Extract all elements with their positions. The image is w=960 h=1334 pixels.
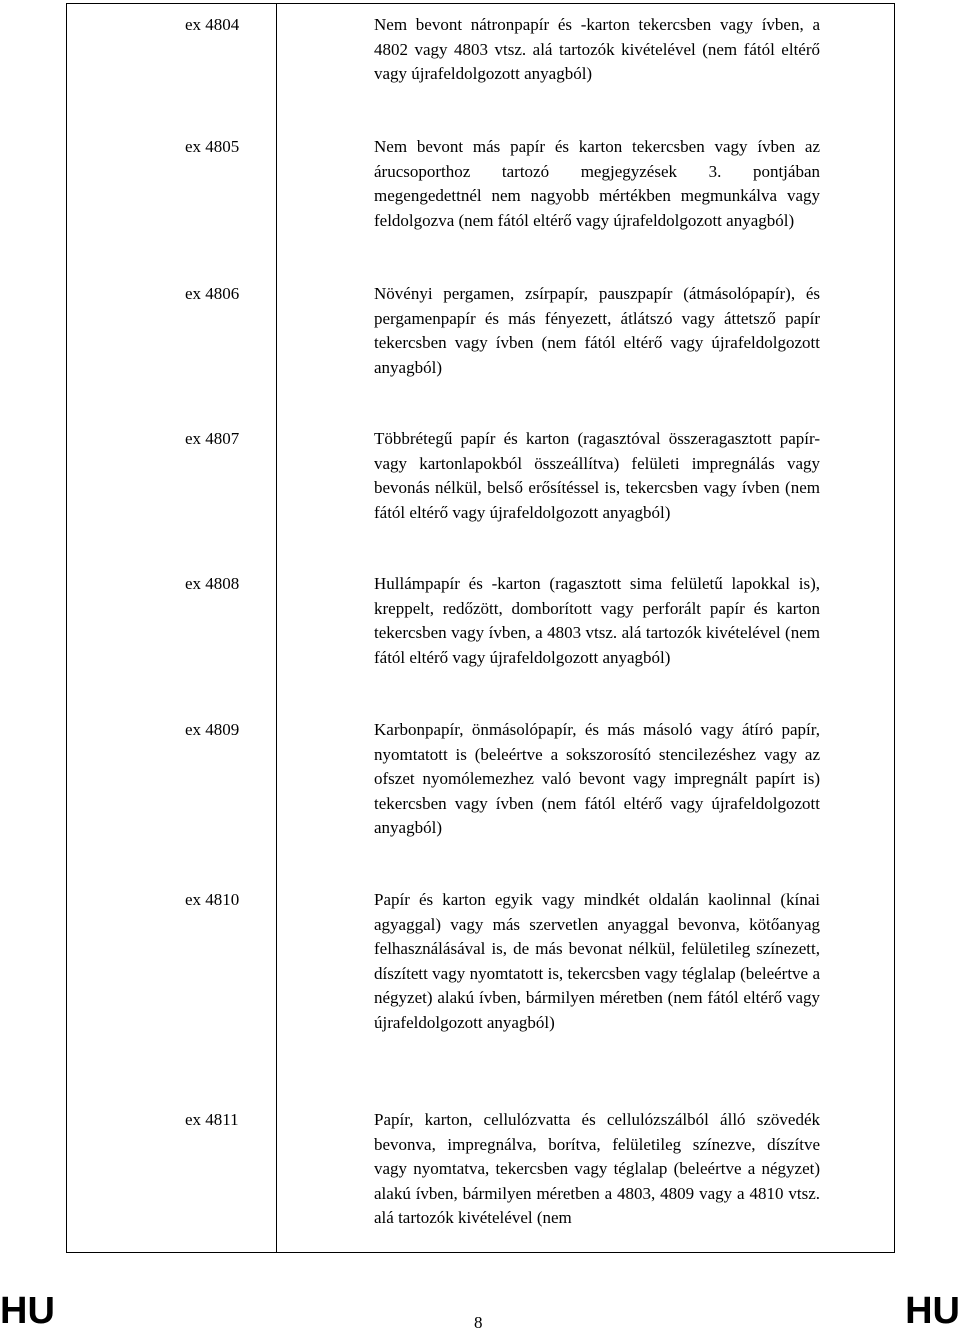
footer-country-code-right: HU (905, 1290, 960, 1332)
tariff-code: ex 4809 (185, 720, 240, 739)
footer-country-code-left: HU (0, 1290, 55, 1332)
page-number: 8 (474, 1313, 483, 1332)
tariff-code: ex 4804 (185, 15, 240, 34)
tariff-description: Papír és karton egyik vagy mindkét oldalán kaolinnal (kínai agyaggal) vagy más szervetlen anyaggal bevonva, kötőanyag felhasználásával is, de más bevonat nélkül, felületileg színezett, díszített vagy nyomtatott is, tekercsben vagy téglalap (beleértve a négyzet) alakú ívben, bármilyen méretben (nem fától eltérő vagy újrafeldolgozott anyagból) (374, 890, 820, 1032)
tariff-description: Többrétegű papír és karton (ragasztóval összeragasztott papír- vagy kartonlapokból összeállítva) felületi impregnálás vagy bevonás nélkül, belső erősítéssel is, tekercsben vagy ívben (nem fától eltérő vagy újrafeldolgozott anyagból) (374, 429, 820, 522)
tariff-description: Növényi pergamen, zsírpapír, pauszpapír (átmásolópapír), és pergamenpapír és más fényezett, átlátszó vagy áttetsző papír tekercsben vagy ívben (nem fától eltérő vagy újrafeldolgozott anyagból) (374, 284, 820, 377)
tariff-description: Papír, karton, cellulózvatta és cellulózszálból álló szövedék bevonva, impregnálva, borítva, felületileg színezve, díszítve vagy nyomtatva, tekercsben vagy téglalap (beleértve a négyzet) alakú ívben, bármilyen méretben a 4803, 4809 vagy a 4810 vtsz. alá tartozók kivételével (nem (374, 1110, 820, 1228)
tariff-description: Nem bevont nátronpapír és -karton tekercsben vagy ívben, a 4802 vagy 4803 vtsz. alá tartozók kivételével (nem fától eltérő vagy újrafeldolgozott anyagból) (374, 15, 820, 84)
tariff-code: ex 4810 (185, 890, 240, 909)
column-divider (276, 4, 277, 1252)
tariff-code: ex 4806 (185, 284, 240, 303)
tariff-code: ex 4808 (185, 574, 240, 593)
tariff-code: ex 4805 (185, 137, 240, 156)
tariff-code: ex 4811 (185, 1110, 239, 1129)
tariff-description: Hullámpapír és -karton (ragasztott sima felületű lapokkal is), kreppelt, redőzött, domborított vagy perforált papír és karton tekercsben vagy ívben, a 4803 vtsz. alá tartozók kivételével (nem fától eltérő vagy újrafeldolgozott anyagból) (374, 574, 820, 667)
tariff-code: ex 4807 (185, 429, 240, 448)
tariff-description: Karbonpapír, önmásolópapír, és más másoló vagy átíró papír, nyomtatott is (beleértve a sokszorosító stencilezéshez vagy az ofszet nyomólemezhez való bevont vagy impregnált papírt is) tekercsben vagy ívben (nem fától eltérő vagy újrafeldolgozott anyagból) (374, 720, 820, 838)
tariff-description: Nem bevont más papír és karton tekercsben vagy ívben az árucsoporthoz tartozó megjegyzések 3. pontjában megengedettnél nem nagyobb mértékben megmunkálva vagy feldolgozva (nem fától eltérő vagy újrafeldolgozott anyagból) (374, 137, 820, 230)
